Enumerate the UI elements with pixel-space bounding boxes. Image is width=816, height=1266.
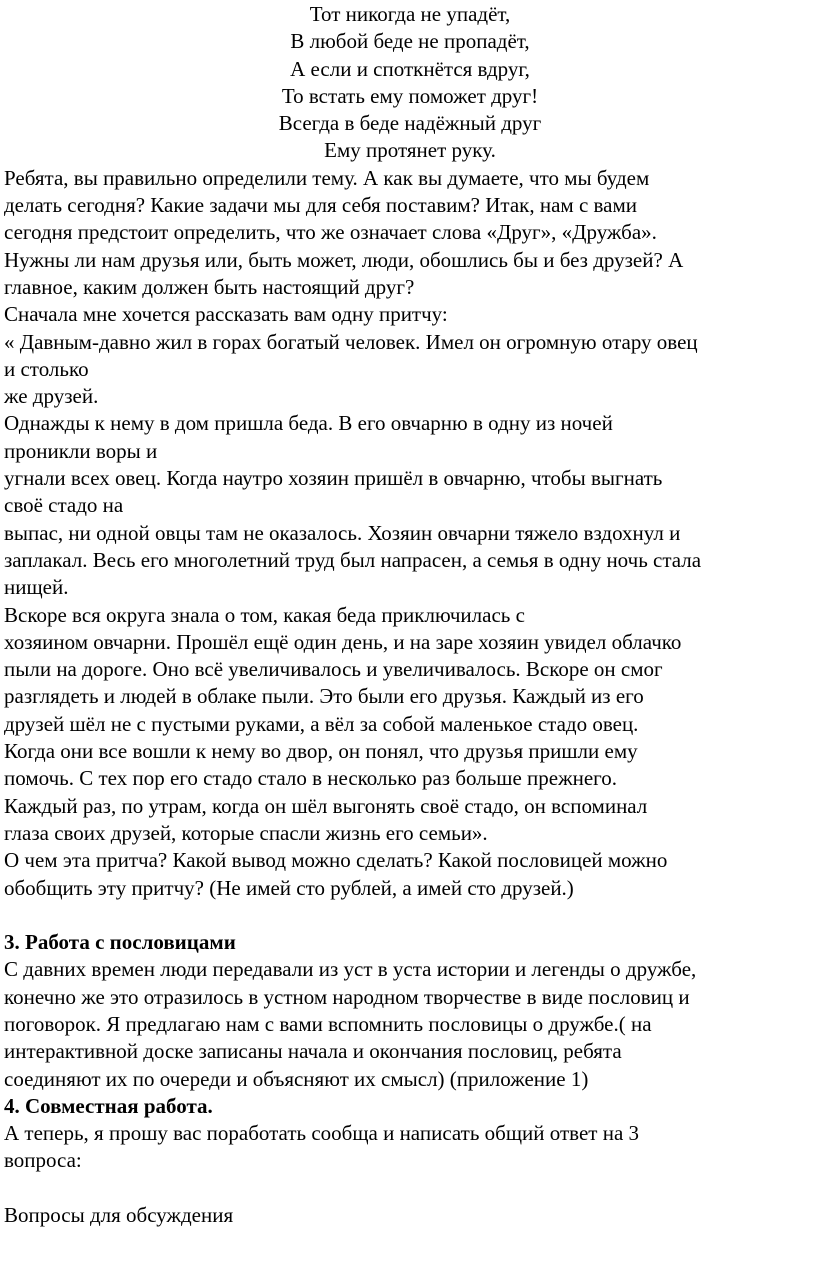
text-line: О чем эта притча? Какой вывод можно сделать? Какой пословицей можно <box>4 848 668 873</box>
section-4 <box>4 1093 816 1175</box>
text-line: своё стадо на <box>4 493 124 518</box>
text-line: Когда они все вошли к нему во двор, он понял, что друзья пришли ему <box>4 739 638 764</box>
poem-line: Всегда в беде надёжный друг <box>278 111 542 136</box>
text-line: интерактивной доске записаны начала и окончания пословиц, ребята <box>4 1039 622 1064</box>
poem-line: Тот никогда не упадёт, <box>309 2 511 26</box>
text-line: вопроса: <box>4 1148 82 1173</box>
text-line: угнали всех овец. Когда наутро хозяин пришёл в овчарню, чтобы выгнать <box>4 466 663 491</box>
text-line: конечно же это отразилось в устном народном творчестве в виде пословиц и <box>4 984 690 1009</box>
text-line: заплакал. Весь его многолетний труд был напрасен, а семья в одну ночь стала <box>4 547 702 572</box>
text-line: проникли воры и <box>4 438 158 463</box>
text-line: хозяином овчарни. Прошёл ещё один день, и на заре хозяин увидел облачко <box>4 629 682 654</box>
text-line: разглядеть и людей в облаке пыли. Это были его друзья. Каждый из его <box>4 684 644 709</box>
text-line: нищей. <box>4 575 69 600</box>
text-line: и столько <box>4 356 89 381</box>
text-line: соединяют их по очереди и объясняют их смысл) (приложение 1) <box>4 1066 589 1091</box>
text-line: Однажды к нему в дом пришла беда. В его овчарню в одну из ночей <box>4 411 613 436</box>
section-heading: 4. Совместная работа. <box>4 1093 213 1118</box>
poem-line: То встать ему поможет друг! <box>281 83 539 108</box>
text-line: выпас, ни одной овцы там не оказалось. Хозяин овчарни тяжело вздохнул и <box>4 520 681 545</box>
text-line: А теперь, я прошу вас поработать сообща и написать общий ответ на 3 <box>4 1121 640 1146</box>
section-heading: 3. Работа с пословицами <box>4 930 236 955</box>
section-3 <box>4 929 816 1093</box>
text-line: Нужны ли нам друзья или, быть может, люди, обошлись бы и без друзей? А <box>4 247 684 272</box>
text-line: сегодня предстоит определить, что же означает слова «Друг», «Дружба». <box>4 220 657 245</box>
text-line: делать сегодня? Какие задачи мы для себя поставим? Итак, нам с вами <box>4 193 638 218</box>
text-line: Ребята, вы правильно определили тему. А как вы думаете, что мы будем <box>4 165 650 190</box>
text-line: главное, каким должен быть настоящий друг? <box>4 274 415 299</box>
poem-block <box>4 1 816 165</box>
text-line: Сначала мне хочется рассказать вам одну притчу: <box>4 302 448 327</box>
text-line: помочь. С тех пор его стадо стало в несколько раз больше прежнего. <box>4 766 618 791</box>
text-line: обобщить эту притчу? (Не имей сто рублей, а имей сто друзей.) <box>4 875 574 900</box>
blank-line <box>4 902 816 929</box>
text-line: « Давным-давно жил в горах богатый человек. Имел он огромную отару овец <box>4 329 698 354</box>
text-line: С давних времен люди передавали из уст в уста истории и легенды о дружбе, <box>4 957 697 982</box>
text-line: пыли на дороге. Оно всё увеличивалось и увеличивалось. Вскоре он смог <box>4 657 663 682</box>
text-line: Каждый раз, по утрам, когда он шёл выгонять своё стадо, он вспоминал <box>4 793 648 818</box>
blank-line <box>4 1175 816 1202</box>
text-line: Вскоре вся округа знала о том, какая беда приключилась с <box>4 602 525 627</box>
poem-line: В любой беде не пропадёт, <box>290 29 530 54</box>
text-line: поговорок. Я предлагаю нам с вами вспомнить пословицы о дружбе.( на <box>4 1011 652 1036</box>
poem-line: А если и споткнётся вдруг, <box>290 56 530 81</box>
discussion-questions-title: Вопросы для обсуждения <box>4 1203 234 1228</box>
text-line: же друзей. <box>4 384 99 409</box>
text-line: друзей шёл не с пустыми руками, а вёл за собой маленькое стадо овец. <box>4 711 639 736</box>
parable-block <box>4 165 816 902</box>
text-line: глаза своих друзей, которые спасли жизнь его семьи». <box>4 820 488 845</box>
poem-line: Ему протянет руку. <box>324 138 496 163</box>
